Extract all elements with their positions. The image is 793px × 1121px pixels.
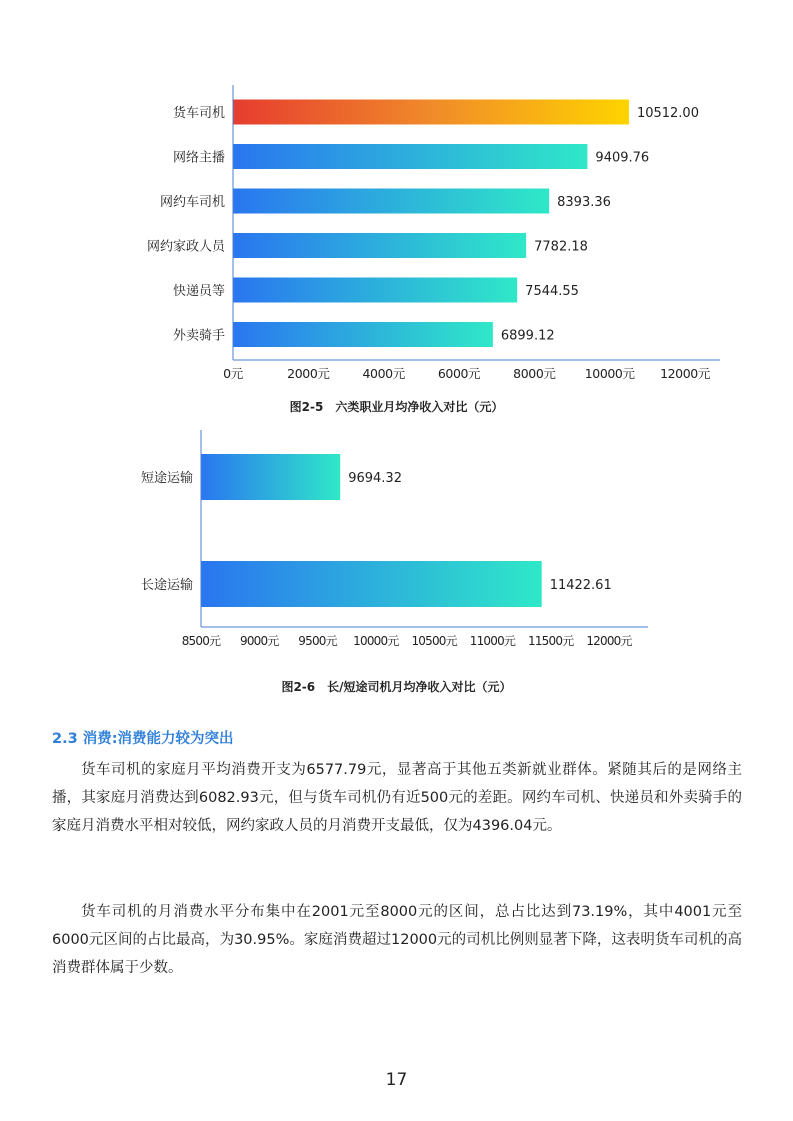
- category-label-2: 网约车司机: [159, 195, 225, 210]
- x-tick-label-1: 9000元: [240, 634, 279, 648]
- income-by-occupation-chart: [0, 70, 793, 390]
- value-label-1: 9409.76: [595, 150, 650, 166]
- x-tick-label-2: 9500元: [298, 634, 337, 648]
- figure-2-6-caption: 图2-6 长/短途司机月均净收入对比（元）: [281, 680, 512, 694]
- category-label-3: 网约家政人员: [146, 239, 225, 255]
- category-label-5: 外卖骑手: [172, 328, 225, 344]
- category-label-0: 短途运输: [140, 471, 193, 486]
- category-label-1: 网络主播: [172, 150, 225, 166]
- section-heading: 2.3 消费:消费能力较为突出: [52, 731, 234, 747]
- value-label-4: 7544.55: [525, 284, 579, 299]
- x-tick-label-1: 2000元: [287, 366, 330, 381]
- x-tick-label-7: 12000元: [586, 634, 632, 648]
- bar-1: [201, 561, 542, 607]
- x-tick-label-5: 11000元: [469, 634, 516, 648]
- x-tick-label-6: 12000元: [660, 366, 710, 381]
- bar-5: [233, 322, 493, 347]
- x-tick-label-2: 4000元: [362, 366, 405, 381]
- x-tick-label-3: 10000元: [353, 634, 399, 648]
- bar-1: [233, 144, 587, 169]
- x-tick-label-3: 6000元: [437, 366, 481, 381]
- category-label-4: 快递员等: [172, 284, 225, 299]
- value-label-3: 7782.18: [534, 239, 588, 255]
- x-tick-label-4: 10500元: [411, 634, 457, 648]
- bar-0: [201, 454, 340, 500]
- category-label-1: 长途运输: [140, 578, 193, 593]
- body-paragraph-2: 货车司机的月消费水平分布集中在2001元至8000元的区间，总占比达到73.19%，其中4001元至6000元区间的占比最高，为30.95%。家庭消费超过12000元的司机比例则显著下降，这表明货车司机的高消费群体属于少数。: [52, 904, 742, 976]
- value-label-0: 10512.00: [636, 106, 699, 121]
- page-number: 17: [385, 1070, 408, 1090]
- long-short-haul-income-chart: [0, 420, 793, 670]
- x-tick-label-4: 8000元: [513, 366, 556, 381]
- value-label-1: 11422.61: [549, 578, 612, 593]
- x-tick-label-0: 0元: [223, 366, 243, 381]
- x-tick-label-5: 10000元: [584, 366, 635, 381]
- figure-2-5-caption: 图2-5 六类职业月均净收入对比（元）: [289, 400, 504, 414]
- bar-3: [233, 233, 526, 258]
- bar-0: [233, 100, 629, 125]
- bar-2: [233, 189, 549, 214]
- category-label-0: 货车司机: [172, 106, 225, 121]
- x-tick-label-0: 8500元: [181, 634, 221, 648]
- value-label-0: 9694.32: [348, 471, 402, 486]
- body-paragraph-1: 货车司机的家庭月平均消费开支为6577.79元，显著高于其他五类新就业群体。紧随其后的是网络主播，其家庭月消费达到6082.93元，但与货车司机仍有近500元的差距。网约车司机、快递员和外卖骑手的家庭月消费水平相对较低，网约家政人员的月消费开支最低，仅为4396.04元。: [52, 762, 742, 834]
- x-tick-label-6: 11500元: [528, 634, 574, 648]
- value-label-2: 8393.36: [557, 195, 611, 210]
- bar-4: [233, 278, 517, 303]
- value-label-5: 6899.12: [500, 328, 555, 344]
